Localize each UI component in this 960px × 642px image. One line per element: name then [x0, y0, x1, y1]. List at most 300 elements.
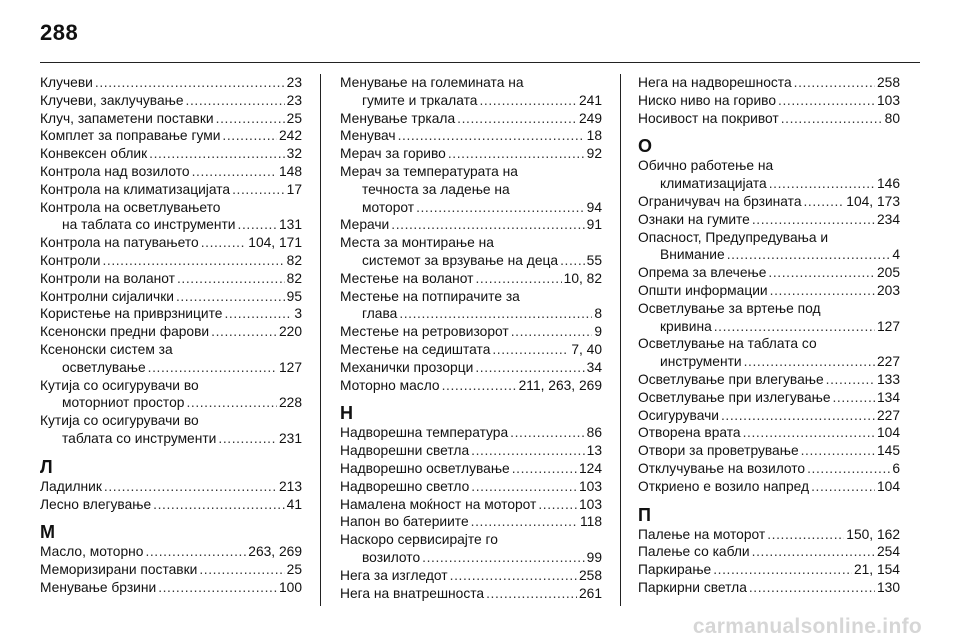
page-reference: 261	[578, 585, 602, 601]
dot-leader	[199, 561, 284, 579]
index-entry	[638, 282, 900, 300]
index-entry-line	[40, 145, 302, 163]
page-reference: 227	[876, 407, 900, 423]
index-entry-line	[40, 270, 302, 288]
index-term: моторниот простор	[62, 395, 185, 411]
index-letter-heading: Л	[40, 456, 53, 477]
page-reference: 146	[876, 176, 900, 192]
index-entry-line	[40, 323, 302, 341]
index-term: Отворена врата	[638, 425, 741, 441]
index-entry-line	[340, 199, 602, 217]
page-reference: 6	[892, 460, 900, 476]
index-entry	[40, 561, 302, 579]
index-entry-line	[40, 561, 302, 579]
index-entry	[340, 513, 602, 531]
index-term: Ксенонски систем за	[40, 341, 173, 357]
index-term: Мерачи	[340, 217, 390, 233]
index-entry	[340, 216, 602, 234]
dot-leader	[177, 270, 285, 288]
index-entry	[638, 526, 900, 544]
index-entry	[638, 110, 900, 128]
index-term: глава	[362, 306, 398, 322]
index-entry-line	[638, 264, 900, 282]
index-entry-line	[340, 163, 602, 181]
dot-leader	[538, 496, 577, 514]
page-reference: 203	[876, 282, 900, 298]
index-entry-line	[638, 318, 900, 336]
dot-leader	[218, 430, 277, 448]
index-term: Наскоро сервисирајте го	[340, 532, 498, 548]
dot-leader	[510, 424, 584, 442]
dot-leader	[714, 318, 875, 336]
dot-leader	[794, 74, 875, 92]
page-reference: 3	[294, 306, 302, 322]
index-entry-line	[340, 234, 602, 252]
dot-leader	[713, 561, 852, 579]
index-entry	[40, 543, 302, 561]
index-entry-line	[40, 478, 302, 496]
index-term: Осветлување на таблата со	[638, 336, 817, 352]
index-entry-line	[40, 199, 302, 217]
index-term: Откриено е возило напред	[638, 478, 810, 494]
page-reference: 127	[876, 318, 900, 334]
index-term: Намалена моќност на моторот	[340, 496, 537, 512]
page-reference: 150, 162	[846, 526, 900, 542]
index-term: Ладилник	[40, 478, 102, 494]
index-entry-line	[638, 460, 900, 478]
dot-leader	[471, 478, 577, 496]
index-entry	[40, 199, 302, 235]
index-entry-line	[638, 282, 900, 300]
page-reference: 82	[286, 270, 302, 286]
index-entry	[638, 229, 900, 265]
index-entry	[638, 211, 900, 229]
index-entry-line	[638, 579, 900, 597]
index-entry	[40, 496, 302, 514]
dot-leader	[770, 282, 875, 300]
dot-leader	[95, 74, 285, 92]
index-term: таблата со инструменти	[62, 430, 217, 446]
index-term: Нега на внатрешноста	[340, 585, 485, 601]
page-reference: 213	[278, 478, 302, 494]
index-entry-line	[638, 561, 900, 579]
dot-leader	[833, 389, 875, 407]
dot-leader	[721, 407, 875, 425]
dot-leader	[807, 460, 890, 478]
page-reference: 92	[586, 146, 602, 162]
dot-leader	[211, 323, 277, 341]
index-term: Надворешни светла	[340, 443, 470, 459]
page-reference: 34	[586, 359, 602, 375]
index-term: Менување тркала	[340, 110, 456, 126]
index-entry-line	[40, 92, 302, 110]
dot-leader	[471, 442, 585, 460]
column-divider	[320, 74, 321, 606]
index-term: Масло, моторно	[40, 544, 144, 560]
index-term: Контроли на воланот	[40, 270, 175, 286]
index-entry	[638, 335, 900, 371]
dot-leader	[471, 513, 578, 531]
index-term: Контрола на осветлувањето	[40, 199, 221, 215]
index-term: Клучеви	[40, 75, 93, 90]
dot-leader	[102, 252, 284, 270]
page-reference: 9	[594, 324, 602, 340]
dot-leader	[781, 110, 883, 128]
index-entry-line	[340, 216, 602, 234]
index-entry	[638, 74, 900, 92]
index-entry	[340, 496, 602, 514]
dot-leader	[511, 323, 593, 341]
page-reference: 258	[876, 75, 900, 90]
index-entry-line	[40, 377, 302, 395]
page-reference: 103	[876, 92, 900, 108]
page-reference: 133	[876, 371, 900, 387]
dot-leader	[186, 92, 285, 110]
dot-leader	[768, 264, 875, 282]
index-term: Клуч, запаметени поставки	[40, 110, 214, 126]
index-entry	[638, 424, 900, 442]
page-reference: 131	[278, 217, 302, 233]
page-reference: 242	[278, 128, 302, 144]
index-entry-line	[340, 145, 602, 163]
dot-leader	[232, 181, 285, 199]
page-reference: 55	[586, 252, 602, 268]
dot-leader	[145, 543, 246, 561]
index-entry	[638, 478, 900, 496]
index-term: Надворешно осветлување	[340, 460, 510, 476]
index-entry-line	[40, 359, 302, 377]
index-entry-line	[340, 496, 602, 514]
dot-leader	[224, 305, 292, 323]
index-term: Отвори за проветрување	[638, 443, 799, 459]
index-entry-line	[340, 442, 602, 460]
index-entry-line	[638, 407, 900, 425]
page-reference: 94	[586, 199, 602, 215]
index-entry-line	[340, 513, 602, 531]
dot-leader	[811, 478, 875, 496]
page-reference: 104, 173	[846, 193, 900, 209]
dot-leader	[398, 127, 585, 145]
index-entry-line	[340, 252, 602, 270]
index-entry	[638, 543, 900, 561]
dot-leader	[222, 127, 277, 145]
index-entry	[638, 460, 900, 478]
index-entry	[340, 359, 602, 377]
page-reference: 205	[876, 265, 900, 281]
index-entry	[40, 341, 302, 377]
index-entry-line	[638, 442, 900, 460]
index-term: Осигурувачи	[638, 407, 719, 423]
index-term: инструменти	[660, 354, 742, 370]
index-term: Контрола на патувањето	[40, 235, 199, 251]
index-letter-heading: О	[638, 136, 653, 157]
index-entry-line	[638, 211, 900, 229]
index-entry-line	[638, 92, 900, 110]
index-term: течноста за ладење на	[362, 181, 510, 197]
index-entry	[638, 407, 900, 425]
page-reference: 17	[286, 181, 302, 197]
dot-leader	[749, 579, 875, 597]
index-term: Контролни сијалички	[40, 288, 174, 304]
index-term: Меморизирани поставки	[40, 562, 198, 578]
dot-leader	[457, 110, 577, 128]
index-entry	[340, 531, 602, 567]
dot-leader	[512, 460, 577, 478]
index-entry-line	[40, 163, 302, 181]
index-term: Менување брзини	[40, 579, 157, 595]
dot-leader	[104, 478, 277, 496]
dot-leader	[201, 234, 247, 252]
index-entry-line	[638, 300, 900, 318]
index-entry	[40, 234, 302, 252]
index-term: Кутија со осигурувачи во	[40, 377, 199, 393]
index-entry-line	[340, 377, 602, 395]
index-term: Местење на ретровизорот	[340, 324, 509, 340]
page-reference: 134	[876, 389, 900, 405]
index-term: моторот	[362, 199, 415, 215]
page-reference: 7, 40	[571, 341, 602, 357]
page-reference: 10, 82	[563, 270, 602, 286]
index-term: Местење на воланот	[340, 270, 474, 286]
index-entry	[340, 323, 602, 341]
page-reference: 148	[278, 163, 302, 179]
dot-leader	[475, 270, 561, 288]
index-entry-line	[638, 371, 900, 389]
index-term: Опасност, Предупредувања и	[638, 229, 829, 245]
index-entry-line	[638, 110, 900, 128]
page-reference: 227	[876, 354, 900, 370]
index-term: Мерач за температурата на	[340, 163, 518, 179]
index-entry-line	[340, 305, 602, 323]
dot-leader	[176, 288, 285, 306]
index-entry-line	[638, 389, 900, 407]
index-entry	[340, 585, 602, 603]
index-term: Ниско ниво на гориво	[638, 92, 777, 108]
index-entry	[40, 163, 302, 181]
page-reference: 104, 171	[248, 235, 302, 251]
header-rule	[40, 62, 920, 63]
index-entry-line	[40, 288, 302, 306]
index-entry-line	[638, 229, 900, 247]
index-term: Ограничувач на брзината	[638, 193, 802, 209]
index-term: Осветлување при излегување	[638, 389, 831, 405]
index-entry-line	[340, 567, 602, 585]
index-entry	[40, 252, 302, 270]
index-term: Менување на големината на	[340, 75, 524, 90]
dot-leader	[448, 145, 585, 163]
index-entry-line	[40, 305, 302, 323]
page-reference: 23	[286, 92, 302, 108]
index-entry	[638, 193, 900, 211]
page-reference: 25	[286, 562, 302, 578]
index-entry-line	[638, 246, 900, 264]
index-column-3	[638, 74, 900, 597]
dot-leader	[801, 442, 875, 460]
page-reference: 103	[578, 496, 602, 512]
index-entry-line	[40, 430, 302, 448]
page-reference: 145	[876, 443, 900, 459]
index-entry	[340, 288, 602, 324]
dot-leader	[744, 353, 875, 371]
index-term: осветлување	[62, 359, 146, 375]
index-column-2	[340, 74, 602, 602]
index-entry-line	[340, 359, 602, 377]
page-reference: 127	[278, 359, 302, 375]
page-reference: 4	[892, 247, 900, 263]
index-entry-line	[340, 424, 602, 442]
index-entry	[40, 110, 302, 128]
index-entry-line	[40, 181, 302, 199]
index-term: Ксенонски предни фарови	[40, 324, 210, 340]
index-entry-line	[638, 478, 900, 496]
dot-leader	[475, 359, 584, 377]
index-term: Напон во батериите	[340, 514, 469, 530]
dot-leader	[148, 359, 277, 377]
index-entry	[340, 145, 602, 163]
index-term: Местење на седиштата	[340, 341, 491, 357]
index-entry	[40, 74, 302, 92]
page-reference: 124	[578, 460, 602, 476]
index-entry	[638, 157, 900, 193]
index-entry	[340, 74, 602, 110]
index-term: Отклучување на возилото	[638, 460, 806, 476]
index-term: Места за монтирање на	[340, 235, 494, 251]
dot-leader	[442, 377, 517, 395]
index-entry	[340, 110, 602, 128]
index-term: Внимание	[660, 247, 725, 263]
index-entry	[638, 579, 900, 597]
index-term: возилото	[362, 549, 421, 565]
dot-leader	[804, 193, 845, 211]
index-entry-line	[340, 531, 602, 549]
index-entry-line	[340, 478, 602, 496]
index-entry	[40, 145, 302, 163]
page-number: 288	[40, 20, 79, 45]
index-term: Надворешна температура	[340, 425, 509, 441]
index-entry-line	[40, 127, 302, 145]
index-term: на таблата со инструменти	[62, 217, 236, 233]
page-reference: 234	[876, 211, 900, 227]
index-term: Лесно влегување	[40, 496, 152, 512]
index-entry	[40, 377, 302, 413]
index-letter-heading: М	[40, 522, 55, 543]
index-term: Контроли	[40, 252, 101, 268]
index-entry-line	[40, 234, 302, 252]
dot-leader	[153, 496, 284, 514]
index-term: Контрола на климатизацијата	[40, 181, 231, 197]
index-entry	[40, 305, 302, 323]
index-column-1	[40, 74, 302, 597]
index-entry-line	[340, 341, 602, 359]
index-entry	[340, 270, 602, 288]
dot-leader	[399, 305, 592, 323]
index-entry	[340, 567, 602, 585]
index-entry	[340, 442, 602, 460]
index-letter-heading: П	[638, 504, 651, 525]
index-entry-line	[40, 412, 302, 430]
dot-leader	[743, 424, 875, 442]
dot-leader	[826, 371, 875, 389]
dot-leader	[186, 394, 277, 412]
index-term: Контрола над возилото	[40, 163, 190, 179]
page-reference: 249	[578, 110, 602, 126]
dot-leader	[149, 145, 284, 163]
page-reference: 25	[286, 110, 302, 126]
index-entry-line	[40, 543, 302, 561]
index-entry-line	[340, 288, 602, 306]
index-entry	[638, 264, 900, 282]
index-entry-line	[340, 323, 602, 341]
index-entry	[638, 92, 900, 110]
page-reference: 104	[876, 425, 900, 441]
index-entry-line	[340, 92, 602, 110]
page-reference: 18	[586, 128, 602, 144]
index-entry	[40, 323, 302, 341]
index-entry-line	[638, 157, 900, 175]
index-entry-line	[40, 110, 302, 128]
page-reference: 21, 154	[853, 562, 900, 578]
index-entry-line	[638, 74, 900, 92]
index-entry	[40, 92, 302, 110]
index-term: Нега за изгледот	[340, 567, 448, 583]
page-reference: 82	[286, 252, 302, 268]
page-reference: 91	[586, 217, 602, 233]
page-reference: 23	[286, 75, 302, 90]
index-entry-line	[638, 193, 900, 211]
index-entry-line	[40, 496, 302, 514]
index-entry-line	[40, 394, 302, 412]
page-reference: 254	[876, 544, 900, 560]
index-entry-line	[340, 74, 602, 92]
dot-leader	[422, 549, 585, 567]
page-reference: 99	[586, 549, 602, 565]
index-term: кривина	[660, 318, 712, 334]
index-entry	[40, 127, 302, 145]
index-term: Палење на моторот	[638, 526, 766, 542]
index-term: Мерач за гориво	[340, 146, 446, 162]
dot-leader	[492, 341, 569, 359]
dot-leader	[479, 92, 577, 110]
index-entry	[638, 389, 900, 407]
index-term: Местење на потпирачите за	[340, 288, 520, 304]
page-reference: 8	[594, 306, 602, 322]
dot-leader	[486, 585, 577, 603]
dot-leader	[391, 216, 584, 234]
index-term: системот за врзување на деца	[362, 252, 559, 268]
index-entry	[638, 561, 900, 579]
index-entry-line	[340, 110, 602, 128]
index-entry-line	[340, 585, 602, 603]
index-term: Осветлување при влегување	[638, 371, 824, 387]
index-term: Општи информации	[638, 282, 768, 298]
page-reference: 241	[578, 92, 602, 108]
page-reference: 118	[580, 514, 602, 530]
index-entry	[340, 341, 602, 359]
watermark: carmanualsonline.info	[692, 615, 922, 638]
dot-leader	[216, 110, 285, 128]
index-entry-line	[638, 335, 900, 353]
index-entry-line	[40, 579, 302, 597]
index-entry-line	[638, 353, 900, 371]
page-reference: 95	[286, 288, 302, 304]
index-term: Моторно масло	[340, 377, 440, 393]
page-reference: 211, 263, 269	[518, 377, 602, 393]
dot-leader	[192, 163, 277, 181]
page-reference: 130	[876, 579, 900, 595]
index-term: климатизацијата	[660, 176, 767, 192]
index-entry-line	[340, 270, 602, 288]
dot-leader	[767, 526, 844, 544]
